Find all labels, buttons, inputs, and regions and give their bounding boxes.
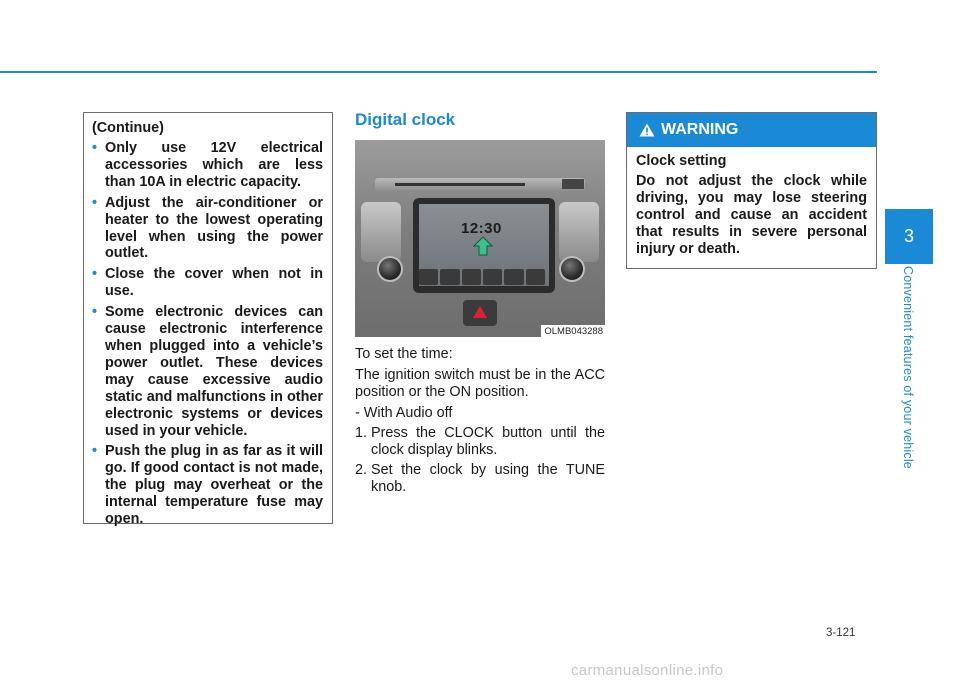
volume-knob xyxy=(377,256,403,282)
arrow-up-icon xyxy=(473,236,493,256)
warning-header xyxy=(627,113,876,147)
preset-button xyxy=(526,269,545,285)
bullet-icon: • xyxy=(92,266,98,283)
warning-text: Do not adjust the clock while driving, you may lose steering control and cause an accident that results in severe personal injury or death. xyxy=(636,173,867,257)
warning-triangle-icon xyxy=(639,123,655,137)
bullet-icon: • xyxy=(92,443,98,460)
chapter-title: Convenient features of your vehicle xyxy=(901,266,915,469)
disp-button-graphic xyxy=(562,179,584,189)
instruction-paragraph: - With Audio off xyxy=(355,404,453,421)
step-text: Press the CLOCK button until the clock display blinks. xyxy=(371,424,605,458)
preset-button xyxy=(504,269,523,285)
header-rule xyxy=(0,71,877,73)
step-item xyxy=(355,425,605,459)
preset-button xyxy=(440,269,459,285)
clock-readout: 12:30 xyxy=(461,220,502,237)
audio-unit-photo xyxy=(355,140,605,337)
chapter-tab: 3 xyxy=(885,209,933,264)
warning-box xyxy=(626,112,877,269)
step-text: Set the clock by using the TUNE knob. xyxy=(371,462,605,496)
cd-slot-opening xyxy=(395,183,525,186)
preset-buttons xyxy=(419,269,545,285)
step-number: 1. xyxy=(355,424,368,441)
preset-button xyxy=(483,269,502,285)
steps-list xyxy=(355,425,605,497)
left-button-cluster xyxy=(361,202,401,262)
step-number: 2. xyxy=(355,462,368,479)
bullet-icon: • xyxy=(92,140,98,156)
right-button-cluster xyxy=(559,202,599,262)
instruction-paragraph: The ignition switch must be in the ACC position or the ON position. xyxy=(355,366,605,400)
caution-item: • Push the plug in as far as it will go. If good contact is not made, the plug may overheat or the internal temperature fuse may open. xyxy=(92,443,323,528)
warning-body xyxy=(627,147,876,258)
tune-knob xyxy=(559,256,585,282)
preset-button xyxy=(462,269,481,285)
instruction-paragraph: To set the time: xyxy=(355,346,453,362)
image-code: OLMB043288 xyxy=(541,325,605,337)
caution-list xyxy=(92,140,323,528)
section-title: Digital clock xyxy=(355,110,456,129)
preset-button xyxy=(419,269,438,285)
digital-clock-section xyxy=(355,110,605,500)
caution-item: • Close the cover when not in use. xyxy=(92,266,323,300)
caution-item: • Only use 12V electrical accessories which are less than 10A in electric capacity. xyxy=(92,140,323,190)
warning-title: Clock setting xyxy=(636,153,727,169)
step-item xyxy=(355,462,605,496)
caution-item: • Adjust the air-conditioner or heater to the lowest operating level when using the power outlet. xyxy=(92,194,323,262)
bullet-icon: • xyxy=(92,304,98,321)
watermark: carmanualsonline.info xyxy=(571,662,724,679)
warning-label: WARNING xyxy=(661,121,739,138)
caution-continued-box xyxy=(83,112,333,528)
hazard-icon xyxy=(473,306,487,318)
caution-item: • Some electronic devices can cause electronic interference when plugged into a vehicle’s power outlet. These devices may cause excessive audio static and malfunctions in other electronic systems or devices used in your vehicle. xyxy=(92,304,323,439)
continue-heading: (Continue) xyxy=(92,120,164,136)
bullet-icon: • xyxy=(92,194,98,211)
page-number: 3-121 xyxy=(826,627,856,639)
